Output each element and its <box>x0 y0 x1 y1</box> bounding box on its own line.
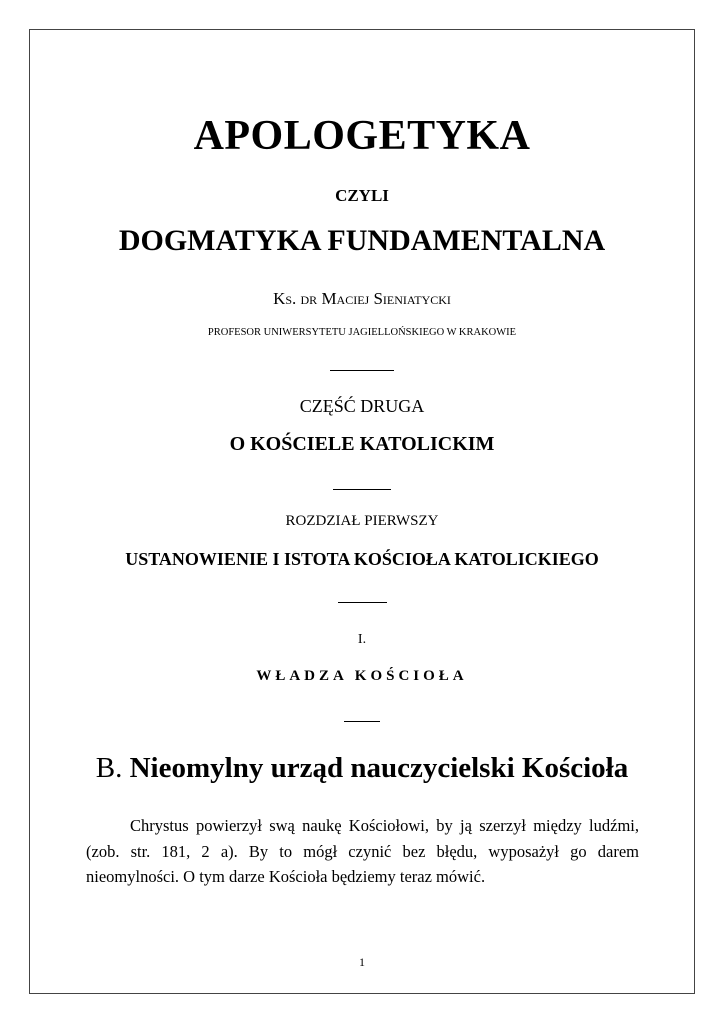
subsection-prefix: B. <box>95 752 123 784</box>
divider-rule <box>338 602 387 603</box>
chapter-title: USTANOWIENIE I ISTOTA KOŚCIOŁA KATOLICKIEGO <box>125 549 599 569</box>
body-paragraph: Chrystus powierzył swą naukę Kościołowi, by ją szerzył między ludźmi, (zob. str. 181, 2 a). By to mógł czynić bez błędu, wyposażył go darem nieomylności. O tym darze Kościoła będziemy teraz mówić. <box>86 816 639 886</box>
author-line <box>29 289 695 309</box>
subsection-title: Nieomylny urząd nauczycielski Kościoła <box>129 752 629 784</box>
divider-rule <box>330 370 394 371</box>
section-title: WŁADZA KOŚCIOŁA <box>256 668 468 684</box>
subsection-heading <box>29 752 695 785</box>
author-name: Maciej Sieniatycki <box>321 289 451 308</box>
divider-rule <box>344 721 380 722</box>
author-affiliation: PROFESOR UNIWERSYTETU JAGIELLOŃSKIEGO W KRAKOWIE <box>207 327 517 338</box>
title-connector: CZYLI <box>335 186 389 205</box>
author-prefix: Ks. dr <box>273 289 318 308</box>
divider-rule <box>333 489 391 490</box>
part-label: CZĘŚĆ DRUGA <box>299 396 425 416</box>
chapter-label: ROZDZIAŁ PIERWSZY <box>285 513 439 529</box>
section-number: I. <box>357 632 367 647</box>
book-subtitle: DOGMATYKA FUNDAMENTALNA <box>118 224 606 257</box>
part-title: O KOŚCIELE KATOLICKIM <box>229 433 495 455</box>
page-number: 1 <box>359 955 365 969</box>
book-title: APOLOGETYKA <box>193 113 531 159</box>
